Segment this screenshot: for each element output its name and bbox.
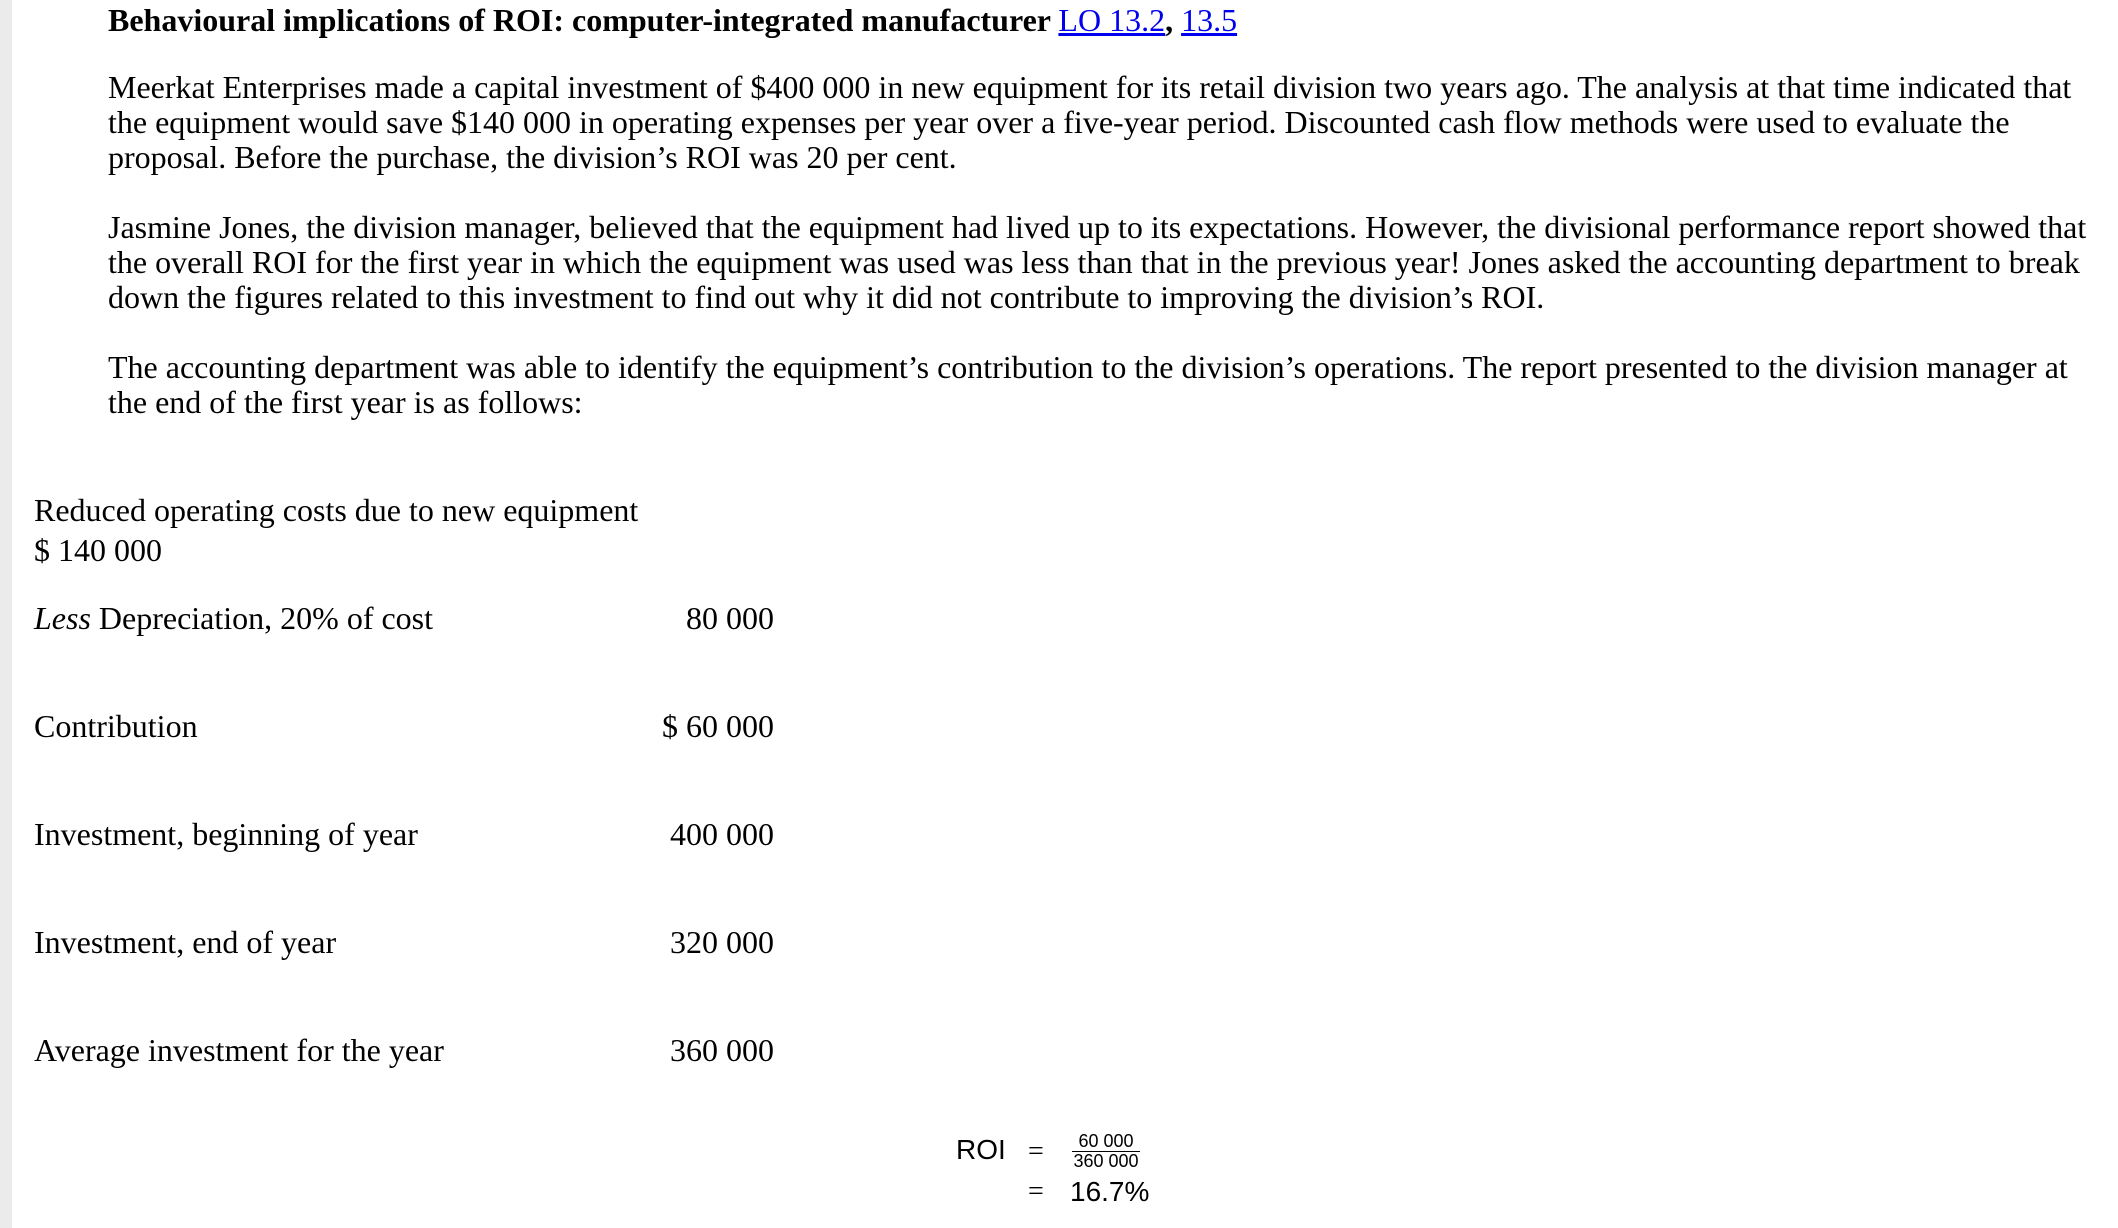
report-row-label: Average investment for the year — [34, 1032, 444, 1068]
left-margin-rule — [0, 0, 12, 1228]
problem-heading — [108, 0, 1237, 40]
report-row-contribution — [34, 706, 774, 746]
paragraph-investment-background: Meerkat Enterprises made a capital investment of $400 000 in new equipment for its retail division two years ago. The analysis at that time indicated that the equipment would save $140 000 in operating expenses per year over a five-year period. Discounted cash flow methods were used to evaluate the proposal. Before the purchase, the division’s ROI was 20 per cent. — [108, 69, 2072, 175]
report-row-investment-end — [34, 922, 774, 962]
report-row-average-investment — [34, 1030, 774, 1070]
report-row-value: 320 000 — [670, 924, 774, 960]
report-row-label-italic: Less — [34, 600, 91, 636]
report-row-reduced-operating-costs — [34, 490, 774, 568]
report-row-investment-beginning — [34, 814, 774, 854]
problem-title: Behavioural implications of ROI: computer-integrated manufacturer — [108, 2, 1051, 38]
learning-objective-link-1[interactable]: LO 13.2 — [1058, 2, 1166, 38]
report-row-label-text: Depreciation, 20% of cost — [90, 600, 434, 636]
report-row-value: $ 140 000 — [34, 532, 162, 568]
link-separator: , — [1165, 2, 1182, 38]
roi-label: ROI — [956, 1134, 1006, 1165]
report-row-value: $ 60 000 — [662, 708, 774, 744]
report-row-value: 360 000 — [670, 1032, 774, 1068]
roi-calculation — [950, 1128, 1150, 1208]
paragraph-accounting-report: The accounting department was able to identify the equipment’s contribution to the division’s operations. The report presented to the division manager at the end of the first year is as follows: — [108, 349, 2068, 420]
report-row-value: 80 000 — [686, 600, 774, 636]
roi-equals-sign: = — [1028, 1136, 1044, 1167]
roi-denominator: 360 000 — [1073, 1151, 1139, 1171]
report-row-label: Investment, beginning of year — [34, 816, 418, 852]
report-row-value: 400 000 — [670, 816, 774, 852]
report-row-label — [34, 598, 433, 638]
report-row-depreciation — [34, 598, 774, 638]
paragraph-manager-concern: Jasmine Jones, the division manager, believed that the equipment had lived up to its expectations. However, the divisional performance report showed that the overall ROI for the first year in which the equipment was used was less than that in the previous year! Jones asked the accounting department to break down the figures related to this investment to find out why it did not contribute to improving the division’s ROI. — [108, 209, 2087, 315]
learning-objective-link-2[interactable]: 13.5 — [1181, 2, 1238, 38]
roi-result: 16.7% — [1070, 1176, 1150, 1207]
report-row-label: Contribution — [34, 708, 198, 744]
roi-numerator: 60 000 — [1072, 1132, 1140, 1152]
roi-fraction — [1072, 1132, 1140, 1171]
report-row-label: Investment, end of year — [34, 924, 337, 960]
roi-equals-sign-result: = — [1028, 1176, 1044, 1207]
report-row-label: Reduced operating costs due to new equipment — [34, 492, 639, 528]
